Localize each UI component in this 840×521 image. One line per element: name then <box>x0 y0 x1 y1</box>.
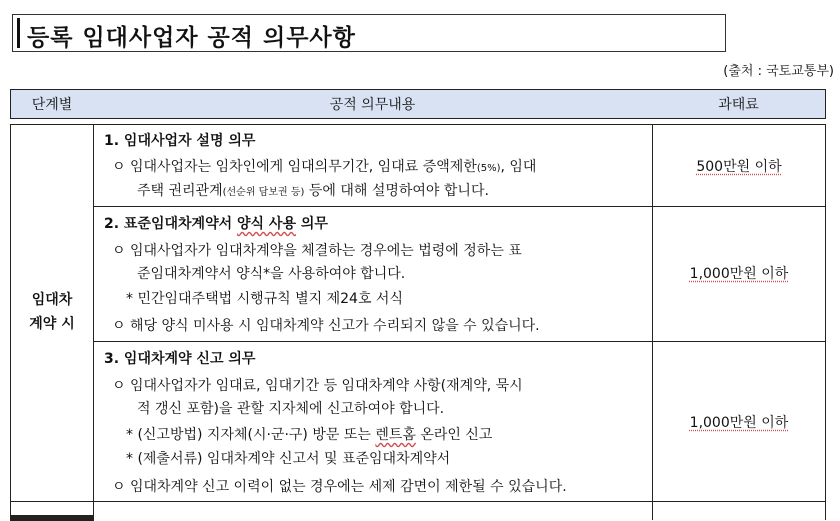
section-2-bullet-b: ㅇ 해당 양식 미사용 시 임대차계약 신고가 수리되지 않을 수 있습니다. <box>112 318 540 334</box>
header-stage: 단계별 <box>10 89 94 119</box>
section-1-bullet-a-small: (5%) <box>476 163 501 174</box>
stage-label <box>10 288 94 336</box>
section-1-bullet-a <box>112 156 536 176</box>
section-1-cont-a-text: 주택 권리관계 <box>137 183 223 199</box>
section-3-note-a-pre: * (신고방법) 지자체(시·군·구) 방문 또는 <box>126 427 376 443</box>
header-fine: 과태료 <box>652 89 826 119</box>
section-1-bullet-a-text: ㅇ 임대사업자는 임차인에게 임대의무기간, 임대료 증액제한 <box>112 159 477 175</box>
section-3-fine <box>652 412 826 432</box>
section-2-bullet-a: ㅇ 임대사업자가 임대차계약을 체결하는 경우에는 법령에 정하는 표 <box>112 243 522 259</box>
section-1-title: 1. 임대사업자 설명 의무 <box>104 133 256 149</box>
section-3-note-a <box>126 424 492 444</box>
section-1-cont-a-small: (선순위 담보권 등) <box>222 187 305 198</box>
section-3-note-a-underlined: 렌트홈 <box>375 427 416 443</box>
section-2-title-post: 의무 <box>295 216 328 232</box>
table-bottom-border <box>10 501 826 502</box>
title-box <box>12 14 726 52</box>
next-row-edge <box>10 515 94 521</box>
fine-column <box>652 124 826 520</box>
section-3-bullet-a: ㅇ 임대사업자가 임대료, 임대기간 등 임대차계약 사항(재계약, 묵시 <box>112 378 523 394</box>
section-3-note-b: * (제출서류) 임대차계약 신고서 및 표준임대차계약서 <box>126 451 451 467</box>
section-1-cont-a-tail: 등에 대해 설명하여야 합니다. <box>304 183 489 199</box>
section-3-fine-text: 1,000만원 이하 <box>689 415 789 431</box>
section-3-note-a-post: 온라인 신고 <box>415 427 493 443</box>
section-3-bullet-b: ㅇ 임대차계약 신고 이력이 없는 경우에는 세제 감면이 제한될 수 있습니다. <box>112 479 567 495</box>
section-2-fine <box>652 263 826 283</box>
section-2-cont-a: 준임대차계약서 양식*을 사용하여야 합니다. <box>137 266 406 282</box>
section-2-title <box>104 213 328 233</box>
header-content: 공적 의무내용 <box>93 89 653 119</box>
section-2-note-a: * 민간임대주택법 시행규칙 별지 제24호 서식 <box>126 291 403 307</box>
section-3-cont-a: 적 갱신 포함)을 관할 지자체에 신고하여야 합니다. <box>137 401 445 417</box>
section-1-fine <box>652 156 826 176</box>
source-note: (출처 : 국토교통부) <box>723 64 834 79</box>
page-title: 등록 임대사업자 공적 의무사항 <box>27 25 356 51</box>
section-2-title-underlined: 양식 사용 <box>237 216 296 232</box>
title-accent-bar <box>17 18 20 48</box>
stage-label-line2: 계약 시 <box>29 316 75 332</box>
section-1-bullet-a-tail: , 임대 <box>500 159 537 175</box>
section-1-fine-text: 500만원 이하 <box>696 159 782 175</box>
row-divider-2 <box>93 341 826 342</box>
row-divider-1 <box>93 206 826 207</box>
stage-label-line1: 임대차 <box>31 292 73 308</box>
section-2-fine-text: 1,000만원 이하 <box>689 266 789 282</box>
section-1-cont-a <box>137 180 489 200</box>
section-3-title: 3. 임대차계약 신고 의무 <box>104 351 256 367</box>
section-2-title-pre: 2. 표준임대차계약서 <box>104 216 237 232</box>
